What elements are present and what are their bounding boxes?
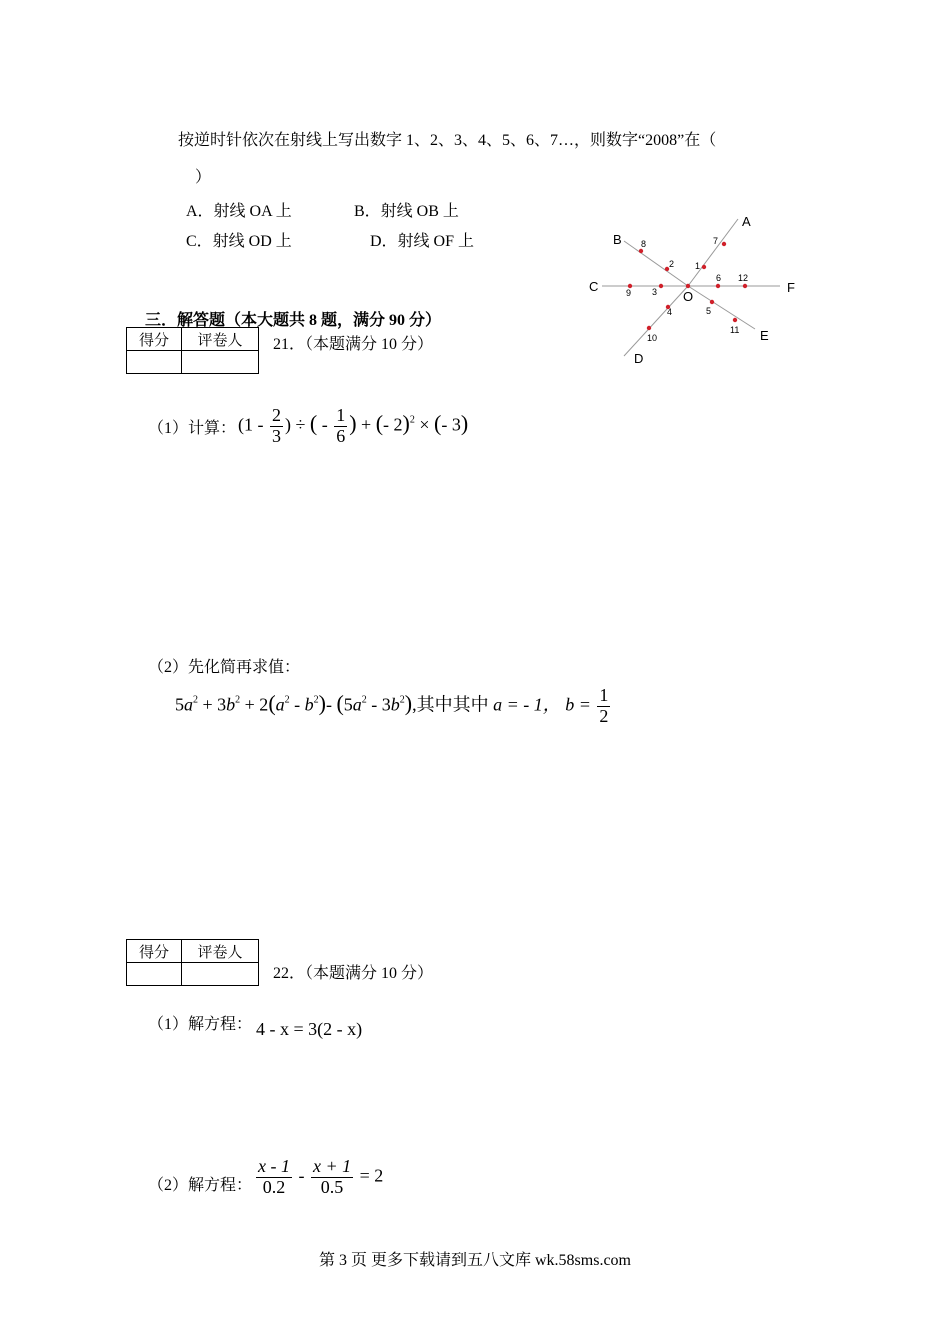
cond-text-zh: 其中: [452, 694, 489, 715]
dot-8: [639, 249, 643, 253]
grader-header-2: 评卷人: [182, 940, 259, 963]
grader-header: 评卷人: [182, 328, 259, 351]
num-1: 1: [695, 261, 701, 271]
num-2: 2: [669, 259, 675, 269]
ray-oa: [688, 219, 738, 286]
label-o: O: [683, 289, 694, 304]
num-12: 12: [738, 273, 749, 283]
option-b: B．射线 OB 上: [354, 203, 459, 220]
score-cell[interactable]: [127, 351, 182, 374]
num-8: 8: [641, 239, 647, 249]
option-d: D．射线 OF 上: [370, 233, 475, 250]
dot-6: [716, 284, 720, 288]
q22-part1-label: （1）解方程：: [148, 1016, 253, 1033]
q21-part1-label: （1）计算：: [148, 420, 237, 437]
rays-diagram: [580, 205, 810, 375]
score-cell-2[interactable]: [127, 963, 182, 986]
section-title: 三．解答题（本大题共 8 题，满分 90 分）: [145, 312, 442, 329]
score-table-2: [126, 939, 259, 986]
dot-11: [733, 318, 737, 322]
num-9: 9: [626, 288, 632, 298]
label-f: F: [787, 280, 795, 295]
q22-eq2: $\frac{x - 1}{0.2}$ - $\frac{x + 1}{0.5}$ = 2: [258, 1156, 384, 1197]
cond-a: a = - 1，: [493, 694, 561, 715]
dot-1: [702, 265, 706, 269]
dot-5: [710, 300, 714, 304]
question-stem-end: ）: [195, 169, 212, 186]
num-10: 10: [647, 333, 658, 343]
score-table: [126, 327, 259, 374]
label-b: B: [613, 232, 622, 247]
option-a: A．射线 OA 上: [186, 203, 292, 220]
label-e: E: [760, 328, 769, 343]
grader-cell[interactable]: [182, 351, 259, 374]
q22-rhs: = 2: [359, 1165, 384, 1186]
q22-part2-label: （2）解方程：: [148, 1177, 253, 1194]
frac2-num: x + 1: [312, 1156, 352, 1176]
q21-part2-label: （2）先化简再求值：: [148, 659, 301, 676]
dot-10: [647, 326, 651, 330]
label-a: A: [742, 214, 751, 229]
num-7: 7: [713, 236, 719, 246]
dot-12: [743, 284, 747, 288]
cond-b: b =: [565, 694, 591, 715]
num-3: 3: [652, 287, 658, 297]
q22-header: 22．（本题满分 10 分）: [273, 965, 434, 982]
frac2-den: 0.5: [320, 1176, 344, 1197]
num-5: 5: [706, 306, 712, 316]
cond-text: ,其中: [412, 694, 453, 715]
center-dot: [686, 284, 690, 288]
score-header: 得分: [127, 328, 182, 351]
grader-cell-2[interactable]: [182, 963, 259, 986]
ray-oe: [688, 286, 755, 329]
q21-expr1: (1 - $\frac{2}{3}$ ) ÷ ( - $\frac{1}{6}$ ) + (- 2)$^2$ × (- 3): [238, 405, 469, 446]
score-header-2: 得分: [127, 940, 182, 963]
q21-expr2: $5a^2 + 3b^2 + 2(a^2 - b^2)-$ $(5a^2 - 3b^2)$,其中其中 a = - 1， b = $\frac{1}{2}$: [175, 685, 609, 726]
q22-eq1: 4 - x = 3(2 - x): [256, 1019, 363, 1039]
num-4: 4: [667, 307, 673, 317]
num-11: 11: [730, 325, 740, 335]
page-footer: 第 3 页 更多下载请到五八文库 wk.58sms.com: [318, 1252, 631, 1269]
option-c: C．射线 OD 上: [186, 233, 292, 250]
q21-header: 21．（本题满分 10 分）: [273, 336, 434, 353]
frac1-den: 0.2: [262, 1176, 286, 1197]
question-stem: 按逆时针依次在射线上写出数字 1、2、3、4、5、6、7…，则数字“2008”在（: [178, 132, 717, 149]
ray-ob: [624, 241, 688, 286]
label-c: C: [589, 279, 599, 294]
label-d: D: [634, 351, 644, 366]
dot-7: [722, 242, 726, 246]
frac1-num: x - 1: [258, 1156, 290, 1176]
num-6: 6: [716, 273, 722, 283]
dot-3: [659, 284, 663, 288]
